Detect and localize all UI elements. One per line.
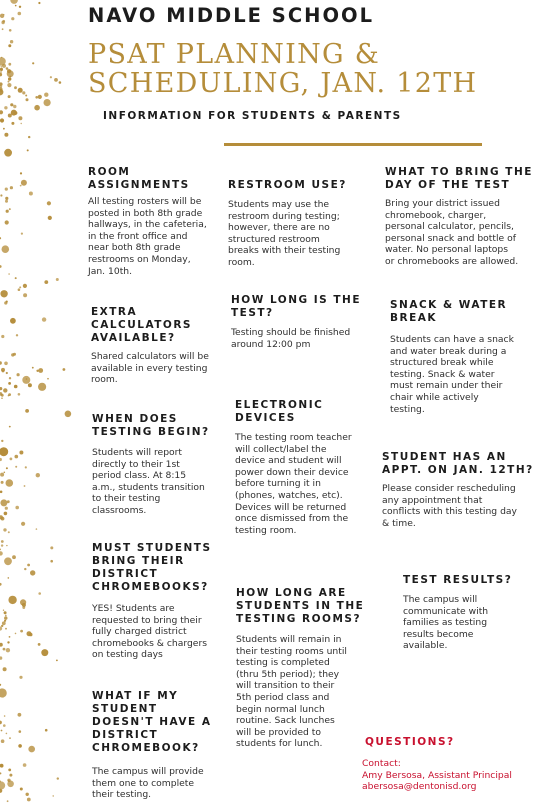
gold-dot	[9, 737, 11, 739]
gold-dot	[0, 82, 3, 86]
gold-dot	[8, 780, 10, 782]
gold-dot	[24, 485, 26, 487]
section-body: Testing should be finished around 12:00 pm	[231, 327, 351, 350]
gold-dot	[24, 568, 26, 570]
gold-dot	[0, 688, 7, 697]
gold-dot	[27, 798, 31, 802]
gold-dot	[7, 500, 10, 503]
gold-dot	[38, 383, 46, 391]
section-restroom-use	[228, 179, 378, 269]
gold-dot	[3, 667, 7, 671]
gold-dot	[18, 12, 22, 16]
gold-dot	[9, 636, 11, 638]
gold-dot	[44, 99, 51, 106]
gold-dot	[18, 393, 21, 396]
gold-dot	[2, 621, 6, 625]
gold-dot	[38, 643, 41, 646]
gold-dot	[0, 772, 1, 774]
gold-dot	[22, 376, 30, 384]
gold-dot	[9, 774, 12, 777]
gold-dot	[0, 684, 1, 686]
gold-dot	[38, 368, 43, 373]
gold-divider	[224, 143, 482, 146]
gold-dot	[3, 388, 7, 392]
gold-dot	[19, 286, 21, 288]
title-line-2: SCHEDULING, JAN. 12TH	[88, 68, 478, 99]
gold-dot	[42, 317, 46, 321]
section-heading: HOW LONG IS THE TEST?	[231, 294, 362, 319]
gold-dot	[23, 763, 27, 767]
section-how-long-test	[231, 294, 381, 350]
gold-dot	[0, 14, 4, 18]
gold-dot	[10, 318, 16, 324]
gold-dot	[5, 220, 9, 224]
gold-dot	[19, 451, 23, 455]
gold-dot	[6, 467, 8, 469]
gold-dot	[4, 362, 8, 366]
gold-dot	[13, 105, 16, 108]
gold-dot	[18, 116, 22, 120]
subtitle: INFORMATION FOR STUDENTS & PARENTS	[103, 110, 402, 122]
gold-dot	[8, 63, 11, 66]
gold-dot	[22, 91, 25, 94]
gold-dot	[36, 473, 40, 477]
gold-dot	[9, 29, 12, 32]
gold-dot	[0, 73, 2, 77]
gold-dot	[29, 192, 33, 196]
section-what-to-bring	[385, 166, 545, 268]
section-body: Students will remain in their testing rooms until testing is completed (thru 5th period); they will transition to their 5th period class and begin normal lunch routine. Sack lunches will be provided to students for lunch.	[236, 634, 347, 750]
gold-dot	[23, 293, 27, 297]
section-body: Please consider rescheduling any appointment that conflicts with this testing day & time.	[382, 483, 517, 529]
gold-dot	[1, 739, 5, 743]
gold-dot	[26, 793, 29, 796]
section-heading: SNACK & WATER BREAK	[390, 299, 508, 324]
gold-dot	[50, 546, 53, 549]
gold-dot	[11, 110, 17, 116]
gold-dot	[48, 216, 52, 220]
gold-dot	[27, 149, 29, 151]
gold-dot	[28, 383, 32, 387]
gold-dot	[25, 466, 27, 468]
gold-dot	[8, 382, 11, 385]
questions-heading: QUESTIONS?	[365, 736, 455, 748]
gold-dot	[26, 378, 28, 380]
section-extra-calculators	[91, 306, 231, 386]
gold-dot	[38, 2, 40, 4]
gold-dot	[25, 409, 29, 413]
gold-dot	[1, 625, 3, 627]
gold-dot	[4, 512, 8, 516]
gold-dot	[19, 676, 22, 679]
gold-dot	[5, 188, 8, 191]
gold-dot	[0, 290, 7, 297]
gold-dot	[0, 781, 5, 789]
gold-dot	[4, 472, 6, 474]
gold-dot	[15, 633, 17, 635]
gold-dot	[5, 200, 8, 203]
gold-dot	[10, 186, 13, 189]
gold-dot	[50, 560, 53, 563]
gold-dot	[6, 210, 9, 213]
gold-dot	[26, 98, 29, 101]
section-heading: RESTROOM USE?	[228, 179, 347, 191]
section-heading: EXTRA CALCULATORS AVAILABLE?	[91, 306, 192, 344]
gold-dot	[0, 110, 3, 114]
gold-dot	[5, 615, 7, 617]
gold-dot	[41, 649, 48, 656]
gold-dot	[21, 180, 27, 186]
section-must-bring-chromebooks	[92, 542, 232, 661]
gold-dot	[27, 631, 32, 636]
section-body: The testing room teacher will collect/label the device and student will power down their device before turning it in (phones, watches, etc). Devices will be returned once dismissed from the testing room.	[235, 432, 352, 536]
gold-dot	[1, 440, 3, 442]
gold-dot	[3, 610, 4, 611]
gold-dot	[6, 733, 8, 735]
gold-dot	[1, 66, 2, 67]
gold-dot	[1, 481, 4, 484]
gold-dot	[9, 426, 11, 428]
section-body: The campus will communicate with families as testing results become available.	[403, 594, 489, 652]
gold-dot	[1, 540, 4, 543]
gold-dot	[6, 67, 9, 70]
gold-dot	[10, 0, 18, 4]
gold-dot	[16, 334, 18, 336]
gold-dot	[20, 185, 22, 187]
gold-dot	[1, 397, 3, 399]
gold-dot	[4, 301, 7, 304]
gold-dot	[18, 288, 21, 291]
gold-dot	[36, 528, 38, 530]
gold-dot	[8, 393, 11, 396]
gold-dot	[6, 479, 14, 487]
gold-dot	[8, 596, 16, 604]
gold-dot	[0, 764, 4, 768]
gold-dot	[0, 551, 3, 555]
gold-dot	[19, 730, 22, 733]
gold-dot	[8, 44, 11, 47]
section-body: Shared calculators will be available in every testing room.	[91, 351, 209, 386]
gold-dot	[0, 89, 3, 96]
section-electronic-devices	[235, 399, 385, 536]
gold-dot	[4, 616, 7, 619]
gold-dot	[1, 21, 4, 24]
section-heading: TEST RESULTS?	[403, 574, 513, 586]
gold-dot	[0, 473, 4, 477]
section-body: Bring your district issued chromebook, charger, personal calculator, pencils, personal snack and bottle of water. No personal laptops or chromebooks are allowed.	[385, 198, 519, 267]
section-heading: WHAT IF MY STUDENT DOESN'T HAVE A DISTRICT CHROMEBOOK?	[92, 690, 212, 754]
gold-dot	[21, 522, 25, 526]
section-heading: HOW LONG ARE STUDENTS IN THE TESTING ROOMS?	[236, 587, 365, 625]
gold-dot	[8, 769, 11, 772]
gold-dot	[9, 208, 11, 210]
gold-dot	[7, 800, 9, 802]
contact-info: Contact: Amy Bersosa, Assistant Principal abersosa@dentonisd.org	[362, 758, 512, 793]
gold-dot	[59, 81, 62, 84]
gold-dot	[14, 86, 17, 89]
gold-dot	[8, 77, 11, 80]
gold-dot	[4, 620, 6, 622]
section-snack-water	[390, 299, 545, 415]
gold-dot	[6, 648, 10, 652]
gold-dot	[0, 194, 2, 196]
gold-dot	[54, 78, 58, 82]
gold-dot	[22, 606, 25, 609]
gold-dot	[7, 83, 11, 87]
section-heading: MUST STUDENTS BRING THEIR DISTRICT CHROMEBOOKS?	[92, 542, 212, 593]
gold-dot	[8, 95, 11, 98]
section-body: Students may use the restroom during testing; however, there are no structured restroom breaks with their testing room.	[228, 199, 341, 268]
gold-dot	[38, 95, 42, 99]
gold-dot	[5, 197, 8, 200]
gold-dot	[30, 570, 35, 575]
page-title	[88, 40, 477, 98]
gold-dot	[47, 378, 49, 380]
gold-dot	[8, 577, 10, 579]
gold-dot	[45, 729, 48, 732]
gold-dot	[8, 273, 10, 275]
gold-dot	[7, 641, 9, 643]
gold-dot	[34, 105, 40, 111]
gold-dot	[44, 93, 48, 97]
section-testing-begin	[92, 413, 232, 517]
gold-dot	[53, 795, 54, 796]
gold-dot	[18, 88, 23, 93]
section-body: The campus will provide them one to complete their testing.	[92, 766, 204, 801]
gold-dot	[3, 724, 6, 727]
gold-dot	[65, 411, 72, 418]
gold-dot	[1, 335, 4, 338]
gold-dot	[1, 730, 3, 732]
gold-dot	[15, 277, 17, 279]
gold-dot	[8, 114, 12, 118]
gold-dot	[0, 499, 7, 506]
gold-dot	[12, 555, 16, 559]
gold-dot	[21, 123, 22, 124]
gold-dot	[4, 106, 7, 109]
gold-dot	[11, 353, 14, 356]
gold-dot	[10, 40, 13, 43]
gold-dot	[20, 788, 23, 791]
section-test-results	[403, 574, 543, 652]
gold-dot	[1, 368, 5, 372]
section-body: Students will report directly to their 1st period class. At 8:15 a.m., students transition to their testing classrooms.	[92, 447, 205, 516]
section-room-assignments	[88, 166, 228, 277]
section-body: YES! Students are requested to bring their fully charged district chromebooks & chargers on testing days	[92, 603, 208, 661]
gold-dot	[8, 81, 10, 83]
gold-dot	[28, 136, 30, 138]
gold-dot	[4, 611, 7, 614]
gold-dot	[0, 549, 1, 551]
gold-dot	[6, 372, 8, 374]
gold-dot	[38, 592, 41, 595]
school-name: NAVO MIDDLE SCHOOL	[88, 4, 375, 27]
section-heading: ROOM ASSIGNMENTS	[88, 166, 190, 191]
gold-dot	[0, 361, 2, 364]
gold-dot	[0, 237, 1, 239]
section-body: All testing rosters will be posted in both 8th grade hallways, in the cafeteria, in the front office and near both 8th grade restrooms on Monday, Jan. 10th.	[88, 196, 207, 277]
gold-dot	[32, 367, 34, 369]
gold-dot	[0, 491, 2, 494]
gold-dot	[15, 5, 17, 7]
gold-dot	[32, 62, 34, 64]
gold-dot	[56, 660, 58, 662]
gold-dot	[0, 71, 2, 73]
gold-dot	[0, 643, 3, 647]
gold-dot	[0, 656, 2, 659]
gold-dot	[18, 744, 22, 748]
gold-dot	[18, 713, 22, 717]
gold-dot	[8, 531, 10, 533]
gold-dot	[3, 648, 6, 651]
gold-dot	[4, 133, 8, 137]
gold-dot	[0, 458, 2, 461]
gold-dot	[28, 746, 35, 753]
gold-dot	[3, 128, 5, 130]
gold-dot	[0, 265, 2, 268]
gold-dot	[50, 76, 52, 78]
section-heading: STUDENT HAS AN APPT. ON JAN. 12TH?	[382, 451, 534, 476]
gold-dots-decoration	[0, 0, 90, 806]
section-student-appointment	[382, 451, 546, 529]
gold-dot	[14, 455, 18, 459]
gold-dot	[10, 103, 13, 106]
gold-dot	[63, 368, 66, 371]
gold-dot	[21, 233, 23, 235]
section-how-long-rooms	[236, 587, 386, 750]
gold-dot	[44, 280, 48, 284]
gold-dot	[19, 6, 21, 8]
section-body: Students can have a snack and water break during a structured break while testing. Snack & water must remain under their chair while actively testing.	[390, 334, 514, 415]
section-no-chromebook	[92, 690, 232, 801]
gold-dot	[0, 721, 2, 725]
gold-dot	[0, 447, 8, 456]
section-heading: ELECTRONIC DEVICES	[235, 399, 324, 424]
gold-dot	[0, 68, 3, 71]
gold-dot	[23, 284, 27, 288]
gold-dot	[14, 385, 18, 389]
gold-dot	[11, 17, 14, 20]
gold-dot	[20, 630, 23, 633]
gold-dot	[35, 96, 38, 99]
section-heading: WHEN DOES TESTING BEGIN?	[92, 413, 210, 438]
gold-dot	[4, 715, 6, 717]
gold-dot	[1, 544, 3, 546]
gold-dot	[17, 373, 20, 376]
gold-dot	[0, 118, 4, 122]
gold-dot	[56, 278, 59, 281]
gold-dot	[0, 583, 2, 586]
gold-dot	[4, 557, 12, 565]
gold-dot	[57, 777, 59, 779]
gold-dot	[5, 507, 8, 510]
gold-dot	[20, 172, 22, 174]
gold-dot	[11, 122, 14, 125]
gold-dot	[9, 377, 11, 379]
gold-dot	[3, 528, 6, 531]
gold-dot	[4, 149, 12, 157]
title-line-1: PSAT PLANNING &	[88, 39, 381, 70]
gold-dot	[27, 564, 30, 567]
gold-dot	[5, 628, 7, 630]
gold-dot	[10, 458, 13, 461]
gold-dot	[6, 545, 7, 546]
gold-dot	[10, 76, 12, 78]
section-heading: WHAT TO BRING THE DAY OF THE TEST	[385, 166, 533, 191]
gold-dot	[47, 201, 51, 205]
gold-dot	[2, 245, 10, 253]
gold-dot	[2, 28, 4, 30]
gold-dot	[15, 506, 19, 510]
gold-dot	[15, 466, 17, 468]
gold-dot	[25, 95, 27, 97]
gold-dot	[0, 387, 2, 390]
